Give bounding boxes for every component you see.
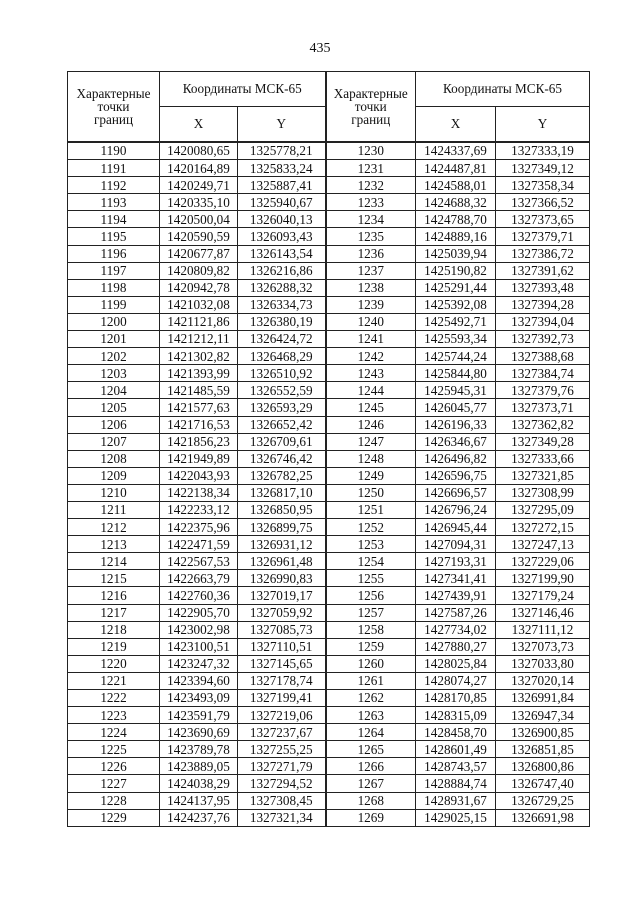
header-points-left: [68, 72, 160, 143]
point-number-right: 1265: [326, 741, 416, 758]
y-coordinate-left: 1326424,72: [238, 331, 326, 348]
point-number-left: 1203: [68, 365, 160, 382]
header-points-line: точки: [97, 98, 130, 114]
point-number-left: 1226: [68, 758, 160, 775]
x-coordinate-right: 1427587,26: [416, 604, 496, 621]
point-number-right: 1239: [326, 296, 416, 313]
y-coordinate-left: 1327019,17: [238, 587, 326, 604]
point-number-right: 1240: [326, 313, 416, 330]
y-coordinate-right: 1327179,24: [496, 587, 590, 604]
x-coordinate-left: 1423789,78: [160, 741, 238, 758]
x-coordinate-left: 1423889,05: [160, 758, 238, 775]
y-coordinate-left: 1327271,79: [238, 758, 326, 775]
y-coordinate-right: 1326747,40: [496, 775, 590, 792]
y-coordinate-left: 1325778,21: [238, 142, 326, 160]
y-coordinate-left: 1327145,65: [238, 655, 326, 672]
point-number-left: 1229: [68, 809, 160, 826]
table-row: [68, 279, 590, 296]
point-number-right: 1269: [326, 809, 416, 826]
y-coordinate-left: 1326817,10: [238, 484, 326, 501]
x-coordinate-right: 1426196,33: [416, 416, 496, 433]
y-coordinate-left: 1327085,73: [238, 621, 326, 638]
x-coordinate-left: 1421121,86: [160, 313, 238, 330]
point-number-left: 1195: [68, 228, 160, 245]
x-coordinate-right: 1428601,49: [416, 741, 496, 758]
point-number-right: 1255: [326, 570, 416, 587]
table-row: [68, 638, 590, 655]
table-row: [68, 262, 590, 279]
header-points-line: Характерные: [76, 85, 151, 101]
x-coordinate-right: 1427193,31: [416, 553, 496, 570]
table-row: [68, 724, 590, 741]
table-row: [68, 399, 590, 416]
y-coordinate-left: 1326961,48: [238, 553, 326, 570]
table-row: [68, 536, 590, 553]
y-coordinate-left: 1327110,51: [238, 638, 326, 655]
y-coordinate-right: 1327366,52: [496, 194, 590, 211]
y-coordinate-left: 1326510,92: [238, 365, 326, 382]
y-coordinate-right: 1327349,28: [496, 433, 590, 450]
point-number-right: 1261: [326, 672, 416, 689]
table-row: [68, 177, 590, 194]
header-points-line: границ: [351, 112, 391, 128]
x-coordinate-right: 1427341,41: [416, 570, 496, 587]
table-row: [68, 604, 590, 621]
point-number-right: 1245: [326, 399, 416, 416]
y-coordinate-right: 1326991,84: [496, 690, 590, 707]
x-coordinate-left: 1421716,53: [160, 416, 238, 433]
table-row: [68, 245, 590, 262]
y-coordinate-right: 1326800,86: [496, 758, 590, 775]
x-coordinate-right: 1425593,34: [416, 331, 496, 348]
point-number-left: 1204: [68, 382, 160, 399]
x-coordinate-left: 1421393,99: [160, 365, 238, 382]
point-number-left: 1200: [68, 313, 160, 330]
table-row: [68, 655, 590, 672]
table-row: [68, 228, 590, 245]
y-coordinate-left: 1326593,29: [238, 399, 326, 416]
y-coordinate-right: 1327295,09: [496, 501, 590, 518]
y-coordinate-right: 1327394,04: [496, 313, 590, 330]
x-coordinate-left: 1422567,53: [160, 553, 238, 570]
x-coordinate-left: 1422138,34: [160, 484, 238, 501]
table-row: [68, 672, 590, 689]
y-coordinate-left: 1326288,32: [238, 279, 326, 296]
y-coordinate-left: 1327059,92: [238, 604, 326, 621]
y-coordinate-left: 1326709,61: [238, 433, 326, 450]
point-number-left: 1217: [68, 604, 160, 621]
y-coordinate-right: 1326947,34: [496, 707, 590, 724]
point-number-right: 1252: [326, 519, 416, 536]
y-coordinate-right: 1327349,12: [496, 160, 590, 177]
table-row: [68, 313, 590, 330]
x-coordinate-left: 1423591,79: [160, 707, 238, 724]
y-coordinate-left: 1326931,12: [238, 536, 326, 553]
x-coordinate-left: 1423394,60: [160, 672, 238, 689]
x-coordinate-right: 1424889,16: [416, 228, 496, 245]
table-row: [68, 775, 590, 792]
header-coords-right: Координаты МСК-65: [416, 72, 590, 107]
point-number-right: 1248: [326, 450, 416, 467]
point-number-left: 1225: [68, 741, 160, 758]
x-coordinate-left: 1421949,89: [160, 450, 238, 467]
x-coordinate-left: 1420249,71: [160, 177, 238, 194]
y-coordinate-left: 1325887,41: [238, 177, 326, 194]
point-number-right: 1238: [326, 279, 416, 296]
y-coordinate-left: 1326746,42: [238, 450, 326, 467]
y-coordinate-right: 1326691,98: [496, 809, 590, 826]
x-coordinate-right: 1428074,27: [416, 672, 496, 689]
x-coordinate-right: 1424788,70: [416, 211, 496, 228]
y-coordinate-left: 1325833,24: [238, 160, 326, 177]
y-coordinate-right: 1327386,72: [496, 245, 590, 262]
point-number-left: 1193: [68, 194, 160, 211]
x-coordinate-right: 1428743,57: [416, 758, 496, 775]
table-row: [68, 809, 590, 826]
header-y-right: Y: [496, 107, 590, 143]
point-number-right: 1256: [326, 587, 416, 604]
point-number-right: 1234: [326, 211, 416, 228]
table-row: [68, 365, 590, 382]
x-coordinate-left: 1422905,70: [160, 604, 238, 621]
header-x-left: X: [160, 107, 238, 143]
point-number-right: 1260: [326, 655, 416, 672]
x-coordinate-right: 1428458,70: [416, 724, 496, 741]
x-coordinate-right: 1426496,82: [416, 450, 496, 467]
y-coordinate-left: 1327199,41: [238, 690, 326, 707]
point-number-right: 1259: [326, 638, 416, 655]
page-number: 435: [309, 41, 331, 56]
y-coordinate-left: 1327237,67: [238, 724, 326, 741]
x-coordinate-left: 1423100,51: [160, 638, 238, 655]
point-number-right: 1254: [326, 553, 416, 570]
table-body: [68, 142, 590, 826]
table-row: [68, 142, 590, 160]
x-coordinate-left: 1422375,96: [160, 519, 238, 536]
table-row: [68, 792, 590, 809]
point-number-right: 1231: [326, 160, 416, 177]
y-coordinate-right: 1327020,14: [496, 672, 590, 689]
coordinates-table: [67, 71, 590, 827]
point-number-right: 1235: [326, 228, 416, 245]
y-coordinate-right: 1327384,74: [496, 365, 590, 382]
table-row: [68, 553, 590, 570]
table-row: [68, 570, 590, 587]
header-points-line: Характерные: [333, 85, 408, 101]
table-row: [68, 741, 590, 758]
point-number-right: 1266: [326, 758, 416, 775]
y-coordinate-right: 1327308,99: [496, 484, 590, 501]
x-coordinate-left: 1421856,23: [160, 433, 238, 450]
point-number-left: 1213: [68, 536, 160, 553]
point-number-left: 1211: [68, 501, 160, 518]
x-coordinate-right: 1425945,31: [416, 382, 496, 399]
point-number-right: 1251: [326, 501, 416, 518]
point-number-right: 1253: [326, 536, 416, 553]
x-coordinate-right: 1424487,81: [416, 160, 496, 177]
y-coordinate-right: 1327358,34: [496, 177, 590, 194]
x-coordinate-right: 1425844,80: [416, 365, 496, 382]
y-coordinate-right: 1327394,28: [496, 296, 590, 313]
point-number-left: 1212: [68, 519, 160, 536]
point-number-left: 1198: [68, 279, 160, 296]
table-row: [68, 501, 590, 518]
point-number-right: 1263: [326, 707, 416, 724]
y-coordinate-left: 1327308,45: [238, 792, 326, 809]
table-row: [68, 160, 590, 177]
y-coordinate-right: 1327247,13: [496, 536, 590, 553]
table-row: [68, 416, 590, 433]
header-row: [68, 72, 590, 107]
point-number-right: 1247: [326, 433, 416, 450]
x-coordinate-left: 1421485,59: [160, 382, 238, 399]
x-coordinate-left: 1422043,93: [160, 467, 238, 484]
header-coords-left: Координаты МСК-65: [160, 72, 326, 107]
y-coordinate-left: 1326468,29: [238, 348, 326, 365]
y-coordinate-right: 1327388,68: [496, 348, 590, 365]
y-coordinate-left: 1326652,42: [238, 416, 326, 433]
header-points-line: границ: [93, 112, 134, 128]
x-coordinate-right: 1426945,44: [416, 519, 496, 536]
x-coordinate-right: 1426346,67: [416, 433, 496, 450]
y-coordinate-left: 1326216,86: [238, 262, 326, 279]
point-number-right: 1233: [326, 194, 416, 211]
table-row: [68, 758, 590, 775]
y-coordinate-right: 1326851,85: [496, 741, 590, 758]
table-row: [68, 211, 590, 228]
y-coordinate-right: 1327362,82: [496, 416, 590, 433]
y-coordinate-left: 1326334,73: [238, 296, 326, 313]
x-coordinate-right: 1427880,27: [416, 638, 496, 655]
x-coordinate-right: 1428315,09: [416, 707, 496, 724]
y-coordinate-left: 1327321,34: [238, 809, 326, 826]
x-coordinate-right: 1425190,82: [416, 262, 496, 279]
point-number-left: 1222: [68, 690, 160, 707]
point-number-right: 1250: [326, 484, 416, 501]
point-number-left: 1224: [68, 724, 160, 741]
point-number-left: 1199: [68, 296, 160, 313]
point-number-left: 1194: [68, 211, 160, 228]
header-points-right: [326, 72, 416, 143]
x-coordinate-right: 1424688,32: [416, 194, 496, 211]
point-number-left: 1206: [68, 416, 160, 433]
x-coordinate-left: 1420809,82: [160, 262, 238, 279]
y-coordinate-left: 1326143,54: [238, 245, 326, 262]
point-number-right: 1264: [326, 724, 416, 741]
point-number-right: 1249: [326, 467, 416, 484]
point-number-left: 1205: [68, 399, 160, 416]
x-coordinate-left: 1422663,79: [160, 570, 238, 587]
y-coordinate-right: 1327073,73: [496, 638, 590, 655]
header-x-right: X: [416, 107, 496, 143]
x-coordinate-left: 1420335,10: [160, 194, 238, 211]
x-coordinate-right: 1428931,67: [416, 792, 496, 809]
x-coordinate-right: 1425039,94: [416, 245, 496, 262]
x-coordinate-left: 1424237,76: [160, 809, 238, 826]
y-coordinate-left: 1327294,52: [238, 775, 326, 792]
table-row: [68, 331, 590, 348]
y-coordinate-right: 1326900,85: [496, 724, 590, 741]
y-coordinate-left: 1326093,43: [238, 228, 326, 245]
y-coordinate-right: 1327379,76: [496, 382, 590, 399]
point-number-right: 1257: [326, 604, 416, 621]
header-y-left: Y: [238, 107, 326, 143]
table-row: [68, 382, 590, 399]
point-number-right: 1244: [326, 382, 416, 399]
y-coordinate-right: 1327333,66: [496, 450, 590, 467]
y-coordinate-right: 1327373,71: [496, 399, 590, 416]
x-coordinate-right: 1424337,69: [416, 142, 496, 160]
point-number-left: 1192: [68, 177, 160, 194]
y-coordinate-right: 1327392,73: [496, 331, 590, 348]
y-coordinate-right: 1327111,12: [496, 621, 590, 638]
y-coordinate-left: 1327255,25: [238, 741, 326, 758]
y-coordinate-right: 1327393,48: [496, 279, 590, 296]
x-coordinate-left: 1420080,65: [160, 142, 238, 160]
y-coordinate-right: 1327391,62: [496, 262, 590, 279]
x-coordinate-left: 1421212,11: [160, 331, 238, 348]
x-coordinate-left: 1423002,98: [160, 621, 238, 638]
table-row: [68, 690, 590, 707]
y-coordinate-right: 1327379,71: [496, 228, 590, 245]
point-number-right: 1237: [326, 262, 416, 279]
table-row: [68, 707, 590, 724]
y-coordinate-right: 1327229,06: [496, 553, 590, 570]
x-coordinate-right: 1427734,02: [416, 621, 496, 638]
x-coordinate-right: 1426696,57: [416, 484, 496, 501]
point-number-left: 1190: [68, 142, 160, 160]
table-row: [68, 484, 590, 501]
x-coordinate-right: 1427094,31: [416, 536, 496, 553]
point-number-left: 1214: [68, 553, 160, 570]
x-coordinate-right: 1425492,71: [416, 313, 496, 330]
y-coordinate-right: 1327333,19: [496, 142, 590, 160]
x-coordinate-right: 1428025,84: [416, 655, 496, 672]
x-coordinate-right: 1426596,75: [416, 467, 496, 484]
point-number-left: 1201: [68, 331, 160, 348]
x-coordinate-right: 1429025,15: [416, 809, 496, 826]
x-coordinate-left: 1421302,82: [160, 348, 238, 365]
point-number-right: 1241: [326, 331, 416, 348]
point-number-right: 1232: [326, 177, 416, 194]
table-row: [68, 519, 590, 536]
x-coordinate-left: 1424137,95: [160, 792, 238, 809]
x-coordinate-left: 1420500,04: [160, 211, 238, 228]
point-number-left: 1210: [68, 484, 160, 501]
y-coordinate-right: 1327272,15: [496, 519, 590, 536]
y-coordinate-right: 1327146,46: [496, 604, 590, 621]
table-row: [68, 587, 590, 604]
y-coordinate-right: 1327033,80: [496, 655, 590, 672]
point-number-left: 1197: [68, 262, 160, 279]
x-coordinate-right: 1428170,85: [416, 690, 496, 707]
y-coordinate-right: 1327373,65: [496, 211, 590, 228]
x-coordinate-right: 1425744,24: [416, 348, 496, 365]
y-coordinate-left: 1326380,19: [238, 313, 326, 330]
point-number-left: 1218: [68, 621, 160, 638]
point-number-right: 1268: [326, 792, 416, 809]
y-coordinate-left: 1326040,13: [238, 211, 326, 228]
header-points-line: точки: [354, 98, 387, 114]
point-number-left: 1221: [68, 672, 160, 689]
point-number-left: 1208: [68, 450, 160, 467]
y-coordinate-left: 1326899,75: [238, 519, 326, 536]
y-coordinate-left: 1326850,95: [238, 501, 326, 518]
x-coordinate-left: 1420590,59: [160, 228, 238, 245]
x-coordinate-left: 1421032,08: [160, 296, 238, 313]
y-coordinate-left: 1326552,59: [238, 382, 326, 399]
point-number-right: 1236: [326, 245, 416, 262]
y-coordinate-left: 1326782,25: [238, 467, 326, 484]
point-number-left: 1223: [68, 707, 160, 724]
point-number-right: 1267: [326, 775, 416, 792]
y-coordinate-right: 1327199,90: [496, 570, 590, 587]
x-coordinate-left: 1420942,78: [160, 279, 238, 296]
point-number-left: 1227: [68, 775, 160, 792]
x-coordinate-left: 1423690,69: [160, 724, 238, 741]
y-coordinate-right: 1327321,85: [496, 467, 590, 484]
point-number-left: 1216: [68, 587, 160, 604]
x-coordinate-left: 1423493,09: [160, 690, 238, 707]
point-number-left: 1196: [68, 245, 160, 262]
point-number-right: 1258: [326, 621, 416, 638]
x-coordinate-right: 1428884,74: [416, 775, 496, 792]
x-coordinate-right: 1426796,24: [416, 501, 496, 518]
point-number-left: 1220: [68, 655, 160, 672]
y-coordinate-left: 1326990,83: [238, 570, 326, 587]
x-coordinate-left: 1420164,89: [160, 160, 238, 177]
x-coordinate-left: 1422760,36: [160, 587, 238, 604]
table-row: [68, 450, 590, 467]
point-number-left: 1219: [68, 638, 160, 655]
x-coordinate-right: 1424588,01: [416, 177, 496, 194]
point-number-left: 1207: [68, 433, 160, 450]
point-number-right: 1246: [326, 416, 416, 433]
x-coordinate-left: 1423247,32: [160, 655, 238, 672]
y-coordinate-right: 1326729,25: [496, 792, 590, 809]
table-row: [68, 467, 590, 484]
x-coordinate-right: 1426045,77: [416, 399, 496, 416]
table-row: [68, 194, 590, 211]
x-coordinate-left: 1421577,63: [160, 399, 238, 416]
x-coordinate-right: 1427439,91: [416, 587, 496, 604]
x-coordinate-left: 1422233,12: [160, 501, 238, 518]
x-coordinate-left: 1424038,29: [160, 775, 238, 792]
point-number-right: 1242: [326, 348, 416, 365]
point-number-left: 1202: [68, 348, 160, 365]
table-row: [68, 348, 590, 365]
table-row: [68, 296, 590, 313]
point-number-right: 1230: [326, 142, 416, 160]
point-number-right: 1262: [326, 690, 416, 707]
point-number-left: 1228: [68, 792, 160, 809]
point-number-left: 1215: [68, 570, 160, 587]
y-coordinate-left: 1327178,74: [238, 672, 326, 689]
point-number-right: 1243: [326, 365, 416, 382]
x-coordinate-right: 1425392,08: [416, 296, 496, 313]
y-coordinate-left: 1327219,06: [238, 707, 326, 724]
x-coordinate-left: 1420677,87: [160, 245, 238, 262]
table-row: [68, 433, 590, 450]
x-coordinate-left: 1422471,59: [160, 536, 238, 553]
table-row: [68, 621, 590, 638]
x-coordinate-right: 1425291,44: [416, 279, 496, 296]
point-number-left: 1191: [68, 160, 160, 177]
y-coordinate-left: 1325940,67: [238, 194, 326, 211]
point-number-left: 1209: [68, 467, 160, 484]
